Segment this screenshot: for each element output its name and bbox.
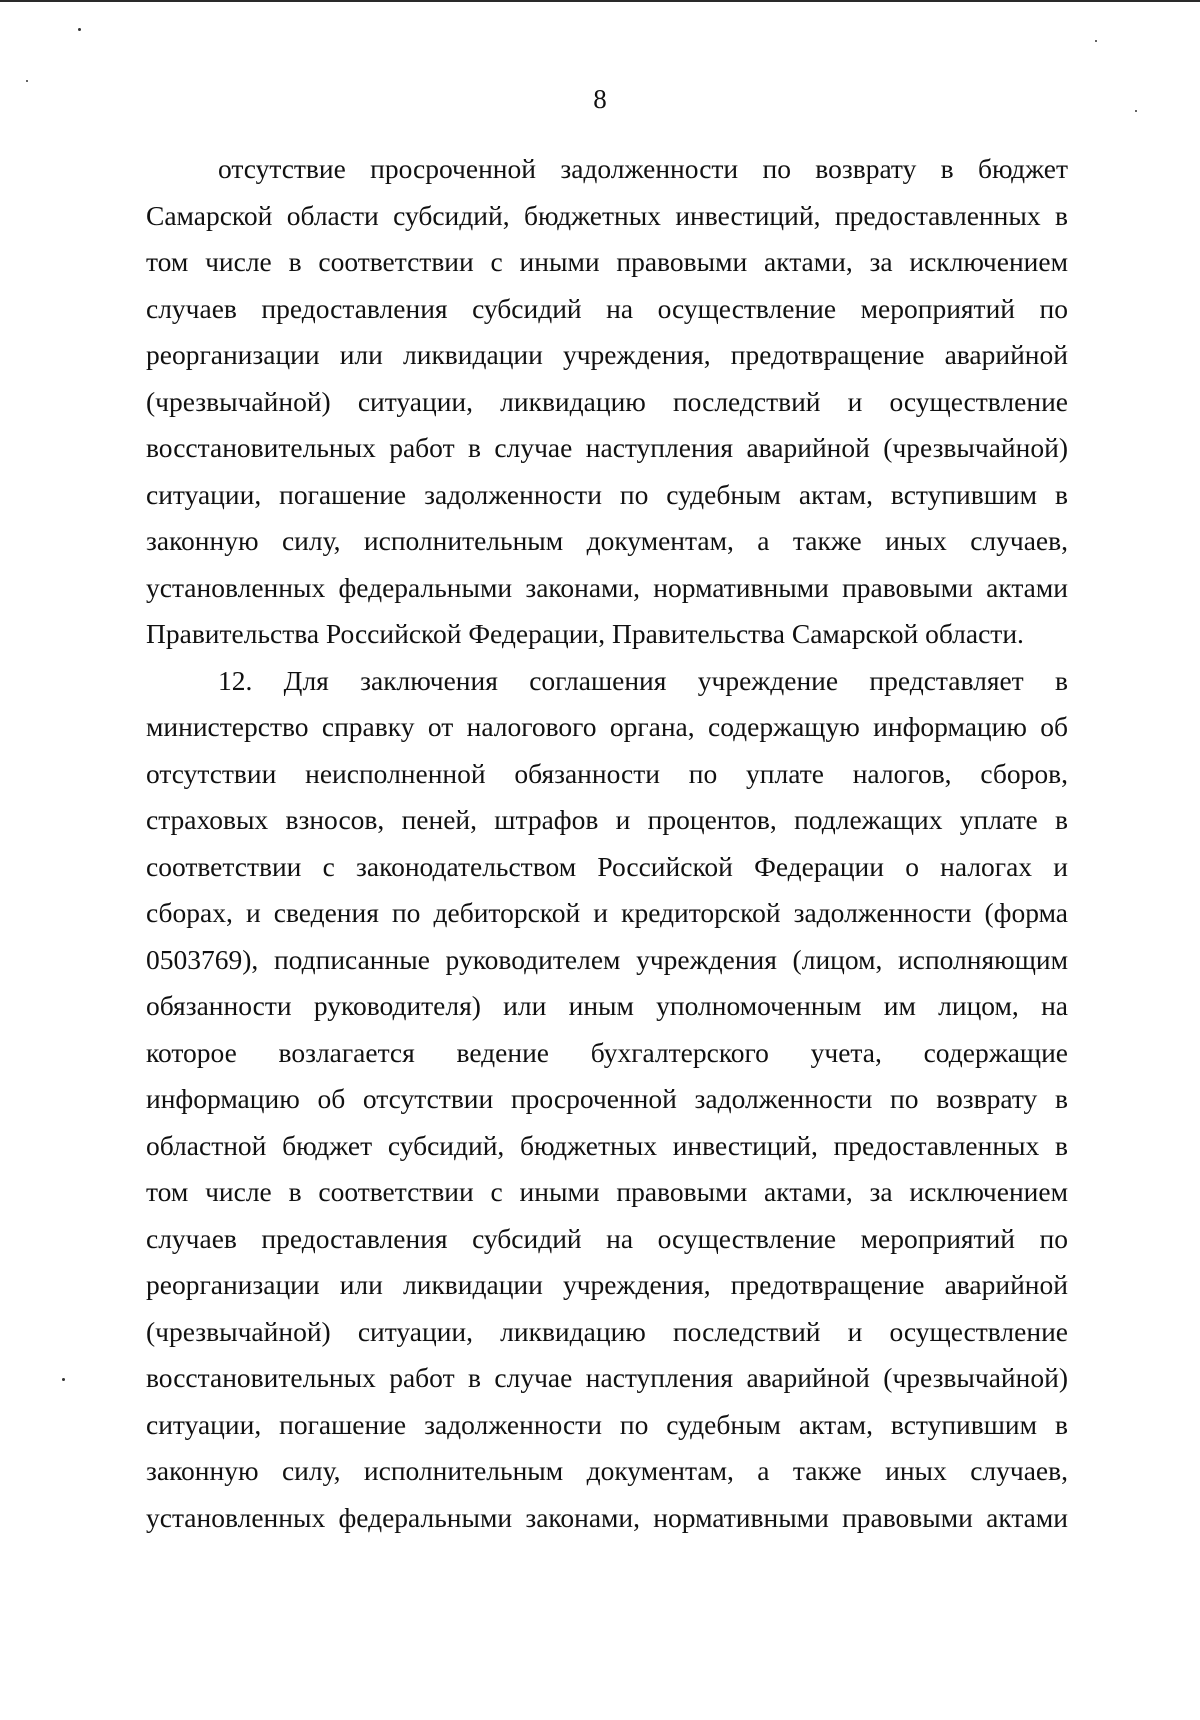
text-line: отсутствие просроченной задолженности по возврату в бюджет bbox=[218, 153, 1068, 184]
scan-speck bbox=[26, 80, 28, 82]
text-line: 0503769), подписанные руководителем учреждения (лицом, исполняющим bbox=[146, 943, 1068, 975]
text-line: страховых взносов, пеней, штрафов и процентов, подлежащих уплате в bbox=[146, 804, 1068, 835]
text-line: восстановительных работ в случае наступления аварийной (чрезвычайной) bbox=[146, 1362, 1068, 1393]
text-line: обязанности руководителя) или иным уполномоченным им лицом, на bbox=[146, 990, 1068, 1021]
scan-top-edge bbox=[0, 0, 1200, 2]
text-line: ситуации, погашение задолженности по судебным актам, вступившим в bbox=[146, 1408, 1068, 1440]
text-line: восстановительных работ в случае наступления аварийной (чрезвычайной) bbox=[146, 432, 1068, 463]
text-line: отсутствии неисполненной обязанности по уплате налогов, сборов, bbox=[146, 757, 1068, 789]
text-line: случаев предоставления субсидий на осуществление мероприятий по bbox=[146, 1222, 1068, 1254]
text-line: реорганизации или ликвидации учреждения, предотвращение аварийной bbox=[146, 339, 1068, 370]
text-line: (чрезвычайной) ситуации, ликвидацию последствий и осуществление bbox=[146, 385, 1068, 417]
scan-speck bbox=[78, 28, 81, 31]
text-line: 12. Для заключения соглашения учреждение представляет в bbox=[218, 664, 1068, 696]
scan-speck bbox=[1095, 40, 1097, 42]
text-line: министерство справку от налогового органа, содержащую информацию об bbox=[146, 711, 1068, 742]
text-line: Самарской области субсидий, бюджетных инвестиций, предоставленных в bbox=[146, 199, 1068, 231]
text-line: Правительства Российской Федерации, Правительства Самарской области. bbox=[146, 618, 1024, 649]
text-line: реорганизации или ликвидации учреждения, предотвращение аварийной bbox=[146, 1269, 1068, 1300]
scan-speck bbox=[1135, 110, 1137, 112]
text-line: случаев предоставления субсидий на осуществление мероприятий по bbox=[146, 292, 1068, 324]
text-line: ситуации, погашение задолженности по судебным актам, вступившим в bbox=[146, 478, 1068, 510]
text-line: установленных федеральными законами, нормативными правовыми актами bbox=[146, 1501, 1068, 1533]
text-line: информацию об отсутствии просроченной задолженности по возврату в bbox=[146, 1083, 1068, 1114]
text-line: том числе в соответствии с иными правовыми актами, за исключением bbox=[146, 246, 1068, 277]
text-line: том числе в соответствии с иными правовыми актами, за исключением bbox=[146, 1176, 1068, 1207]
text-line: установленных федеральными законами, нормативными правовыми актами bbox=[146, 571, 1068, 603]
text-line: сборах, и сведения по дебиторской и кредиторской задолженности (форма bbox=[146, 897, 1068, 928]
scan-speck bbox=[62, 1378, 65, 1381]
page-number: 8 bbox=[593, 84, 607, 114]
text-line: соответствии с законодательством Российской Федерации о налогах и bbox=[146, 850, 1068, 882]
text-line: законную силу, исполнительным документам, а также иных случаев, bbox=[146, 1455, 1068, 1486]
text-line: (чрезвычайной) ситуации, ликвидацию последствий и осуществление bbox=[146, 1315, 1068, 1347]
text-line: которое возлагается ведение бухгалтерского учета, содержащие bbox=[146, 1036, 1068, 1068]
text-line: областной бюджет субсидий, бюджетных инвестиций, предоставленных в bbox=[146, 1129, 1068, 1161]
text-line: законную силу, исполнительным документам, а также иных случаев, bbox=[146, 525, 1068, 556]
